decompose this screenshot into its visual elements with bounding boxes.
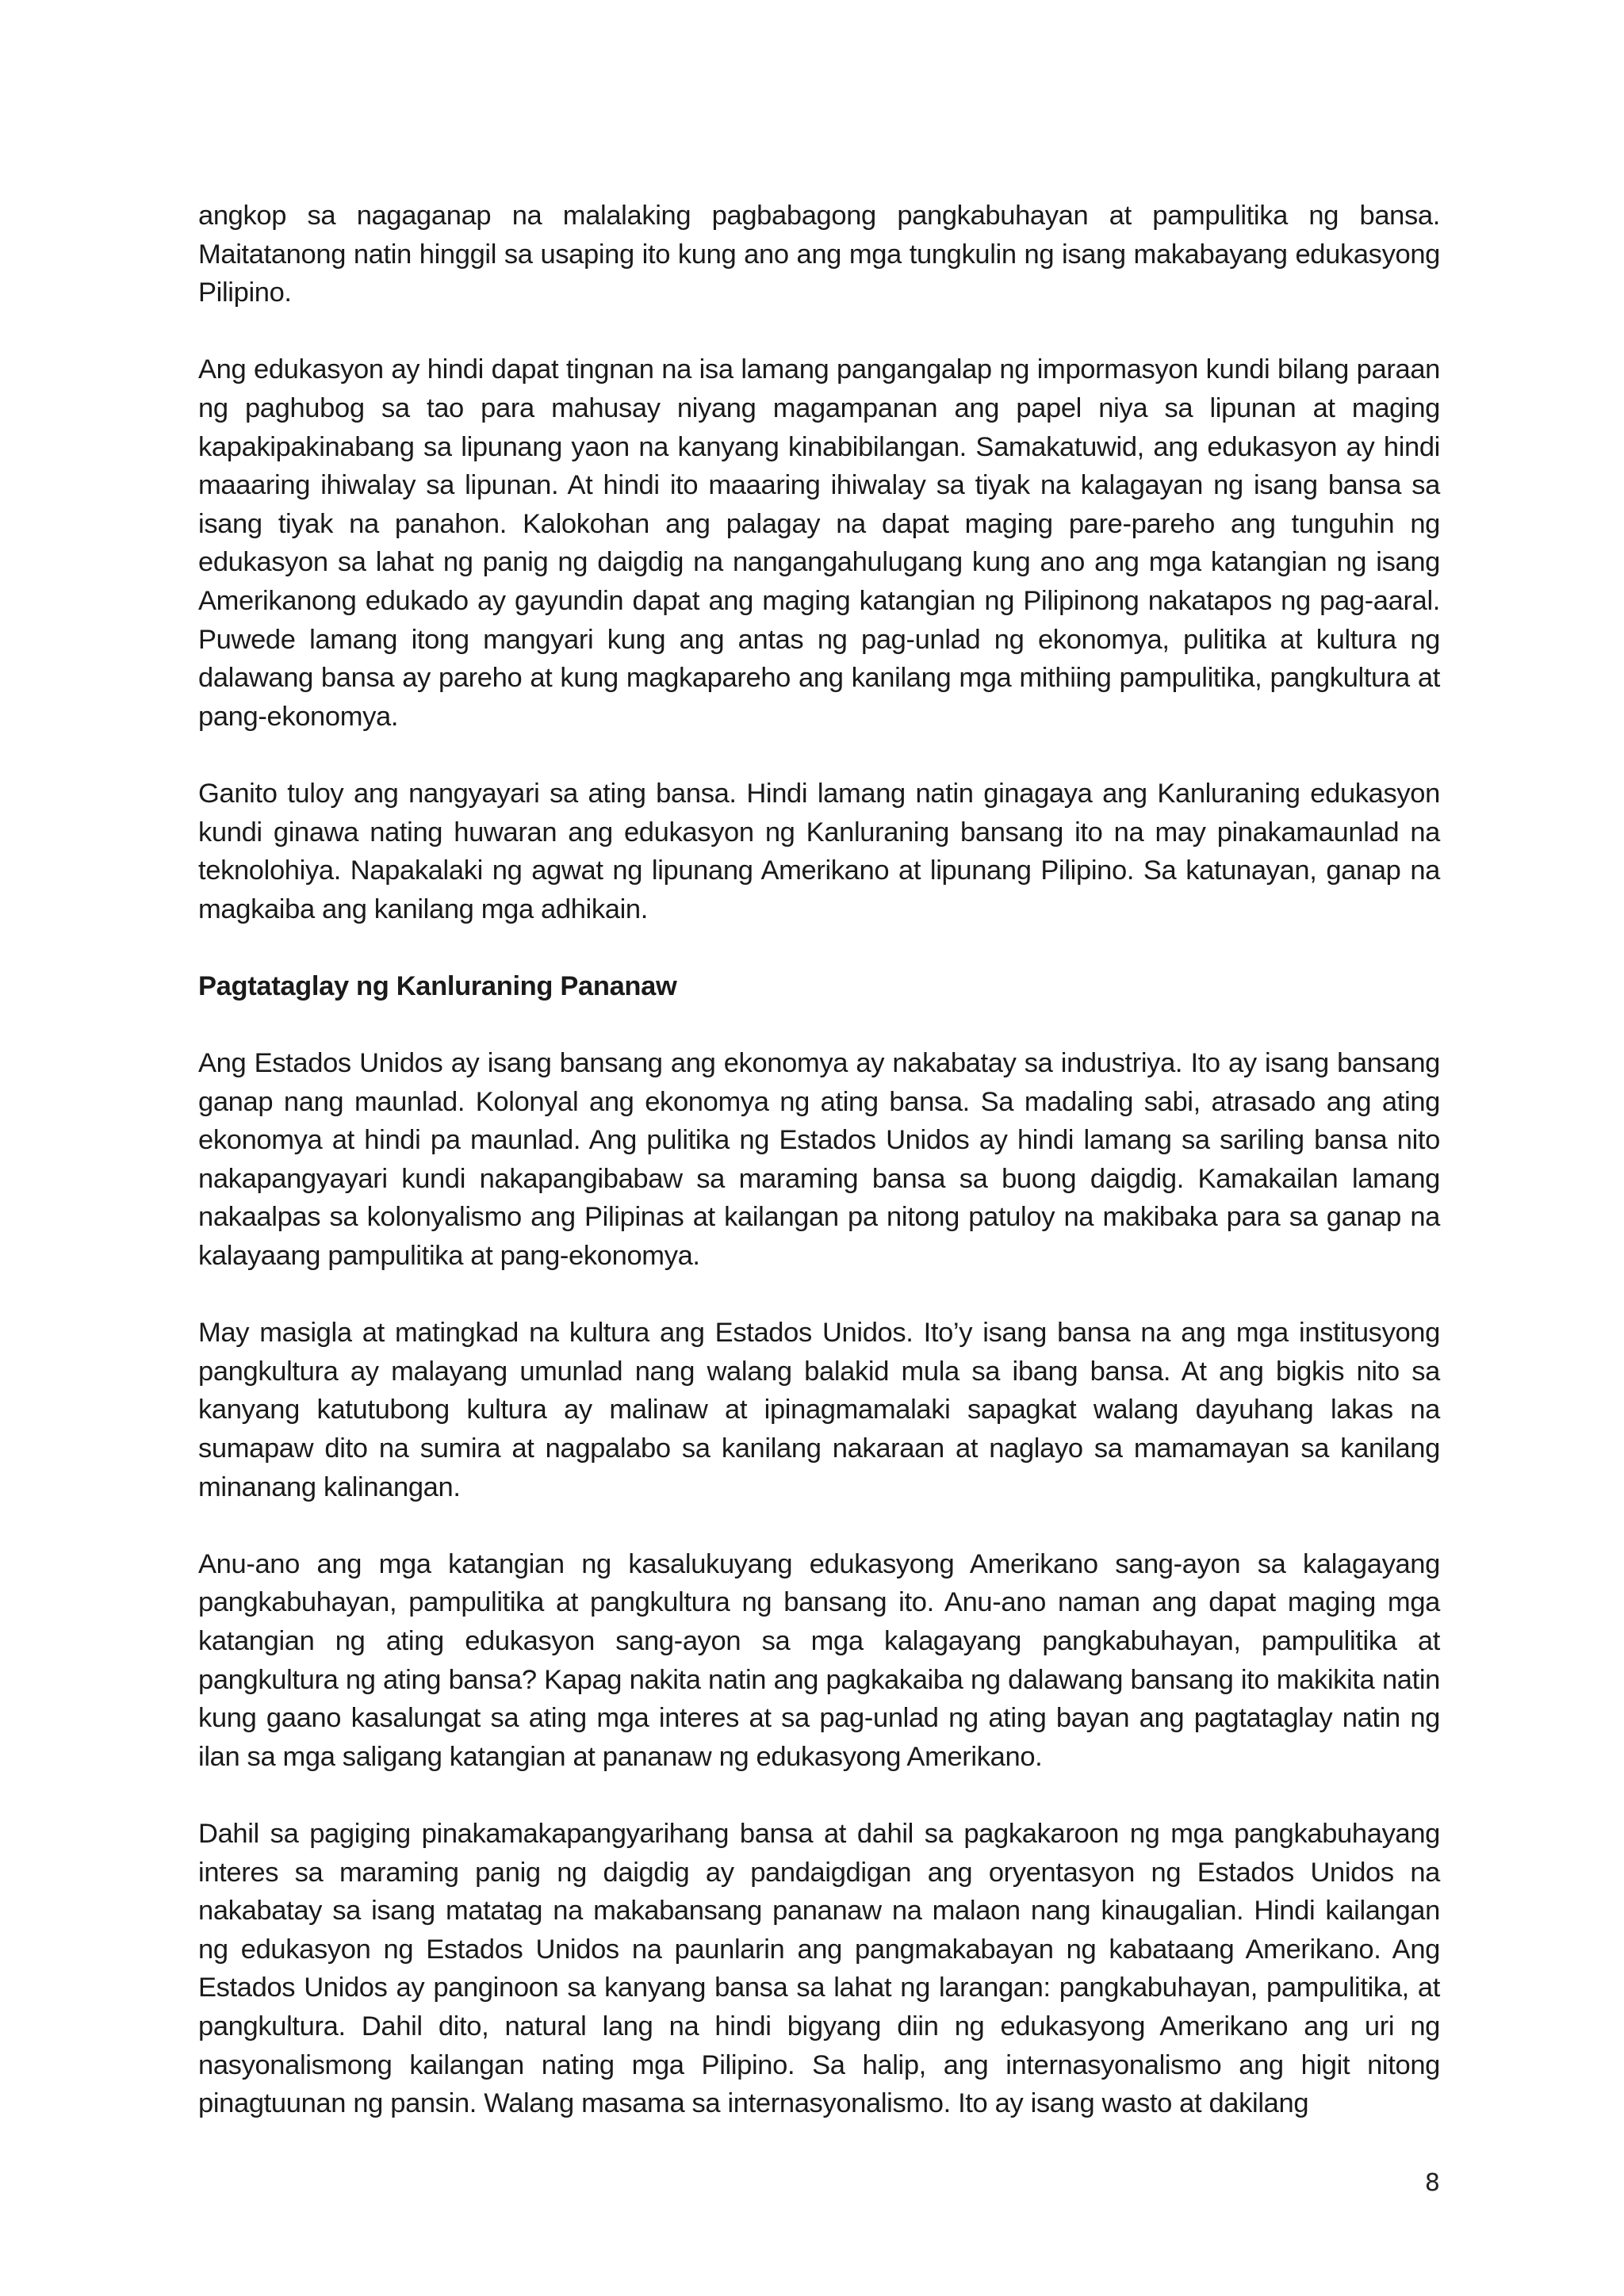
paragraph-edukasyon: Ang edukasyon ay hindi dapat tingnan na isa lamang pangangalap ng impormasyon kundi bilang paraan ng paghubog sa tao para mahusay niyang magampanan ang papel niya sa lipunan at maging kapakipakinabang sa lipunang yaon na kanyang kinabibilangan. Samakatuwid, ang edukasyon ay hindi maaaring ihiwalay sa lipunan. At hindi ito maaaring ihiwalay sa tiyak na kalagayan ng isang bansa sa isang tiyak na panahon. Kalokohan ang palagay na dapat maging pare-pareho ang tunguhin ng edukasyon sa lahat ng panig ng daigdig na nangangahulugang kung ano ang mga katangian ng isang Amerikanong edukado ay gayundin dapat ang maging katangian ng Pilipinong nakatapos ng pag-aaral. Puwede lamang itong mangyari kung ang antas ng pag-unlad ng ekonomya, pulitika at kultura ng dalawang bansa ay pareho at kung magkapareho ang kanilang mga mithiing pampulitika, pangkultura at pang-ekonomya.	[198, 354, 1440, 732]
document-page	[198, 197, 1440, 2161]
paragraph-estados-unidos: Ang Estados Unidos ay isang bansang ang ekonomya ay nakabatay sa industriya. Ito ay isang bansang ganap nang maunlad. Kolonyal ang ekonomya ng ating bansa. Sa madaling sabi, atrasado ang ating ekonomya at hindi pa maunlad. Ang pulitika ng Estados Unidos ay hindi lamang sa sariling bansa nito nakapangyayari kundi nakapangibabaw sa maraming bansa sa buong daigdig. Kamakailan lamang nakaalpas sa kolonyalismo ang Pilipinas at kailangan pa nitong patuloy na makibaka para sa ganap na kalayaang pampulitika at pang-ekonomya.	[198, 1048, 1440, 1272]
paragraph-intro: angkop sa nagaganap na malalaking pagbabagong pangkabuhayan at pampulitika ng bansa. Maitatanong natin hinggil sa usaping ito kung ano ang mga tungkulin ng isang makabayang edukasyong Pilipino.	[198, 201, 1440, 308]
paragraph-katangian: Anu-ano ang mga katangian ng kasalukuyang edukasyong Amerikano sang-ayon sa kalagayang pangkabuhayan, pampulitika at pangkultura ng bansang ito. Anu-ano naman ang dapat maging mga katangian ng ating edukasyon sang-ayon sa mga kalagayang pangkabuhayan, pampulitika at pangkultura ng ating bansa? Kapag nakita natin ang pagkakaiba ng dalawang bansang ito makikita natin kung gaano kasalungat sa ating mga interes at sa pag-unlad ng ating bayan ang pagtataglay natin ng ilan sa mga saligang katangian at pananaw ng edukasyong Amerikano.	[198, 1548, 1440, 1772]
page-number: 8	[1424, 2169, 1440, 2197]
section-heading: Pagtataglay ng Kanluraning Pananaw	[198, 970, 677, 1001]
paragraph-kultura: May masigla at matingkad na kultura ang Estados Unidos. Ito’y isang bansa na ang mga institusyong pangkultura ay malayang umunlad nang walang balakid mula sa ibang bansa. At ang bigkis nito sa kanyang katutubong kultura ay malinaw at ipinagmamalaki sapagkat walang dayuhang lakas na sumapaw dito na sumira at nagpalabo sa kanilang nakaraan at naglayo sa mamamayan sa kanilang minanang kalinangan.	[198, 1318, 1440, 1502]
paragraph-internasyonalismo: Dahil sa pagiging pinakamakapangyarihang bansa at dahil sa pagkakaroon ng mga pangkabuhayang interes sa maraming panig ng daigdig ay pandaigdigan ang oryentasyon ng Estados Unidos na nakabatay sa isang matatag na makabansang pananaw na malaon nang kinaugalian. Hindi kailangan ng edukasyon ng Estados Unidos na paunlarin ang pangmakabayan ng kabataang Amerikano. Ang Estados Unidos ay panginoon sa kanyang bansa sa lahat ng larangan: pangkabuhayan, pampulitika, at pangkultura. Dahil dito, natural lang na hindi bigyang diin ng edukasyong Amerikano ang uri ng nasyonalismong kailangan nating mga Pilipino. Sa halip, ang internasyonalismo ang higit nitong pinagtuunan ng pansin. Walang masama sa internasyonalismo. Ito ay isang wasto at dakilang	[198, 1818, 1440, 2119]
paragraph-ganito: Ganito tuloy ang nangyayari sa ating bansa. Hindi lamang natin ginagaya ang Kanluraning edukasyon kundi ginawa nating huwaran ang edukasyon ng Kanluraning bansang ito na may pinakamaunlad na teknolohiya. Napakalaki ng agwat ng lipunang Amerikano at lipunang Pilipino. Sa katunayan, ganap na magkaiba ang kanilang mga adhikain.	[198, 778, 1440, 924]
